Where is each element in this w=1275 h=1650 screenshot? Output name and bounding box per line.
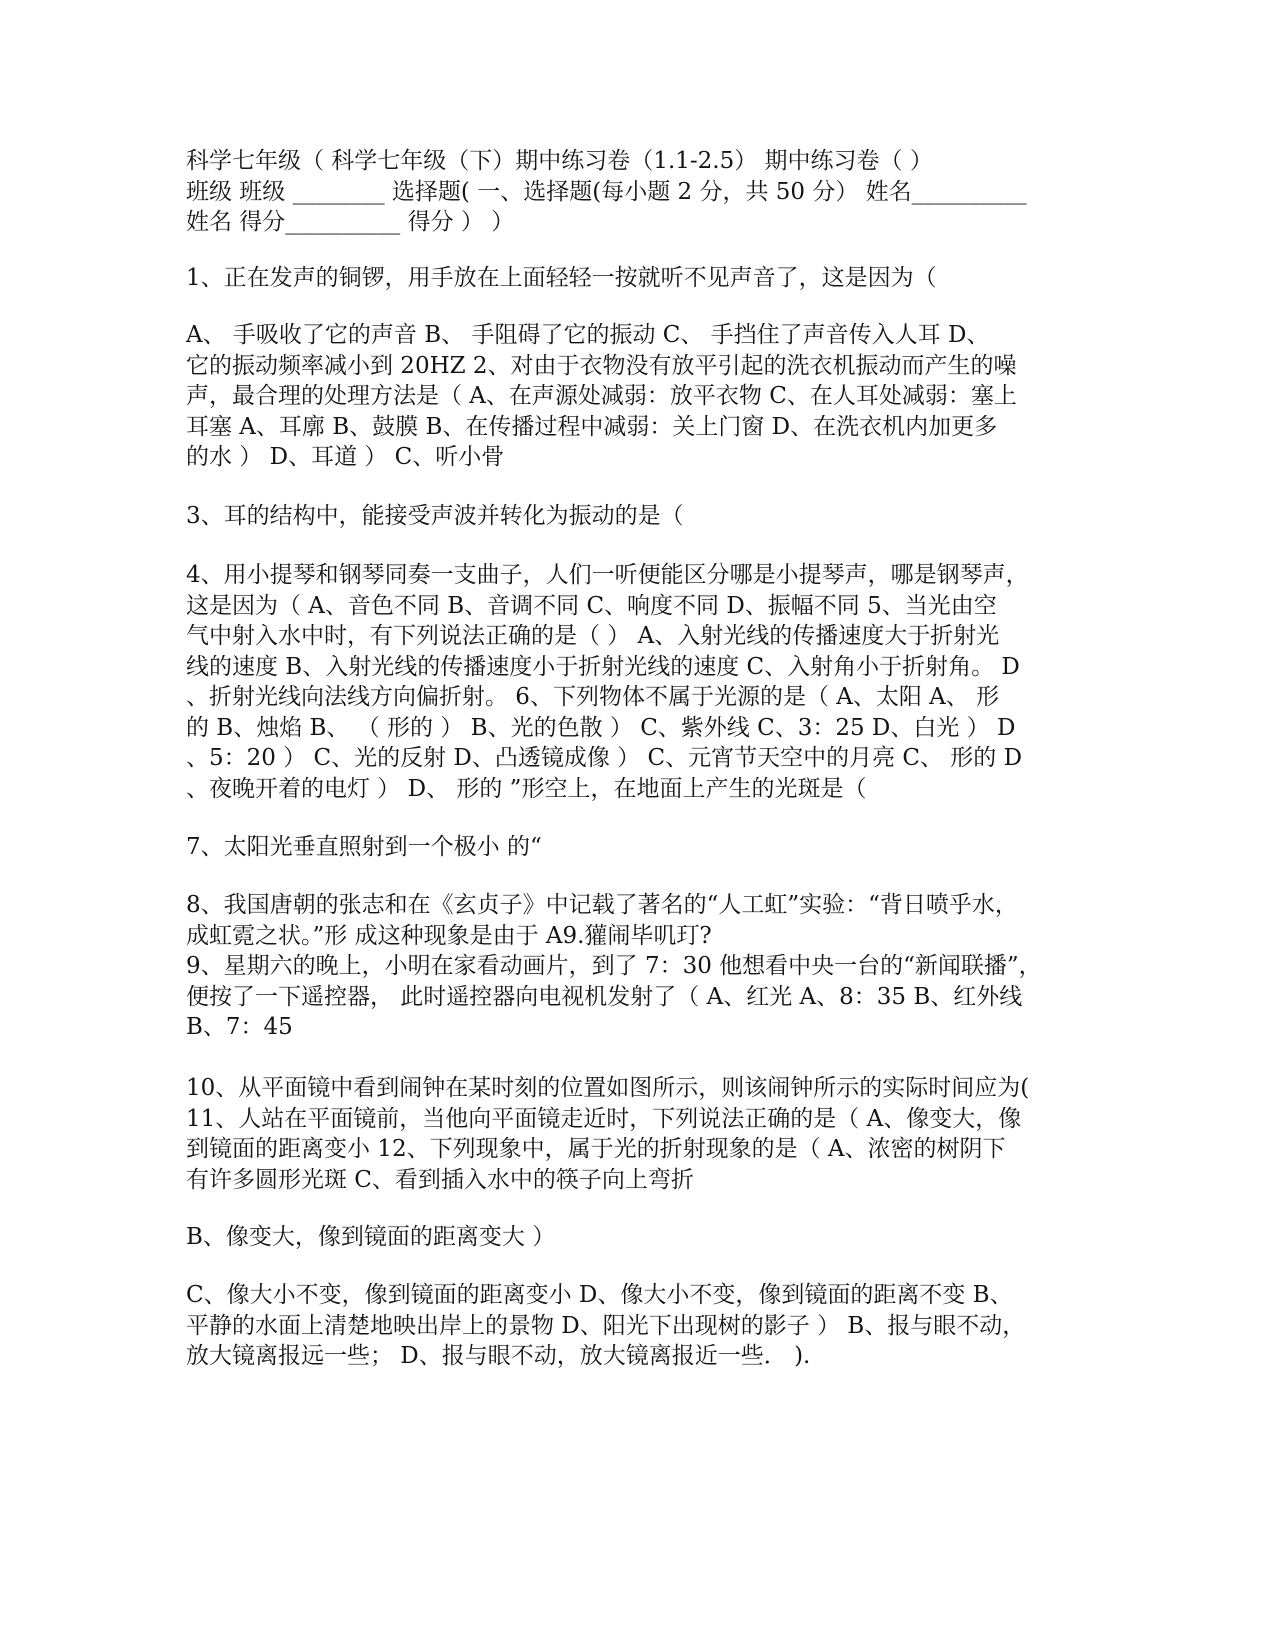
text-line: 便按了一下遥控器， 此时遥控器向电视机发射了（ A、红光 A、8：35 B、红外线	[186, 983, 1023, 1010]
text-line: 、折射光线向法线方向偏折射。 6、下列物体不属于光源的是（ A、太阳 A、 形	[186, 684, 1000, 710]
text-line: 4、用小提琴和钢琴同奏一支曲子，人们一听便能区分哪是小提琴声，哪是钢琴声，	[186, 562, 1029, 588]
text-line: A、 手吸收了它的声音 B、 手阻碍了它的振动 C、 手挡住了声音传入人耳 D、	[186, 322, 990, 348]
text-line: 3、耳的结构中，能接受声波并转化为振动的是（	[186, 503, 684, 529]
question-11-option-b	[186, 1222, 1086, 1253]
text-line: 它的振动频率减小到 20HZ 2、对由于衣物没有放平引起的洗衣机振动而产生的噪	[186, 352, 1017, 379]
text-line: 气中射入水中时，有下列说法正确的是（ ） A、入射光线的传播速度大于折射光	[186, 623, 1000, 649]
questions-8-and-9	[186, 890, 1086, 1043]
text-line: 、夜晚开着的电灯 ） D、 形的 ”形空上，在地面上产生的光斑是（	[186, 775, 867, 802]
text-line: 有许多圆形光斑 C、看到插入水中的筷子向上弯折	[186, 1166, 694, 1193]
remaining-options	[186, 1280, 1086, 1372]
text-line: 平静的水面上清楚地映出岸上的景物 D、阳光下出现树的影子 ） B、报与眼不动，	[186, 1312, 1026, 1339]
question-7	[186, 832, 1086, 863]
text-line: 声，最合理的处理方法是（ A、在声源处减弱：放平衣物 C、在人耳处减弱：塞上	[186, 383, 1017, 409]
text-line: 11、人站在平面镜前，当他向平面镜走近时，下列说法正确的是（ A、像变大，像	[186, 1105, 1022, 1132]
question-1	[186, 263, 1086, 294]
text-line: 放大镜离报远一些； D、报与眼不动，放大镜离报近一些． ).	[186, 1343, 811, 1369]
text-line: C、像大小不变，像到镜面的距离变小 D、像大小不变，像到镜面的距离不变 B、	[186, 1282, 1013, 1308]
text-line: 、5：20 ） C、光的反射 D、凸透镜成像 ） C、元宵节天空中的月亮 C、 形的 D	[186, 745, 1023, 771]
text-line: 这是因为（ A、音色不同 B、音调不同 C、响度不同 D、振幅不同 5、当光由空	[186, 592, 997, 619]
text-line: 耳塞 A、耳廓 B、鼓膜 B、在传播过程中减弱：关上门窗 D、在洗衣机内加更多	[186, 413, 998, 440]
text-line: 姓名 得分__________ 得分 ） ）	[186, 209, 515, 235]
text-line: 10、从平面镜中看到闹钟在某时刻的位置如图所示，则该闹钟所示的实际时间应为(	[186, 1075, 1030, 1101]
question-3	[186, 501, 1086, 532]
text-line: 的 B、烛焰 B、 （ 形的 ） B、光的色散 ） C、紫外线 C、3：25 D、白光 ） D	[186, 714, 1016, 741]
text-line: 线的速度 B、入射光线的传播速度小于折射光线的速度 C、入射角小于折射角。 D	[186, 653, 1020, 680]
text-line: 8、我国唐朝的张志和在《玄贞子》中记载了著名的“人工虹”实验：“背日喷乎水，	[186, 892, 1018, 918]
exam-header	[186, 146, 1086, 238]
text-line: 1、正在发声的铜锣，用手放在上面轻轻一按就听不见声音了，这是因为（	[186, 265, 937, 291]
text-line: 的水 ） D、耳道 ） C、听小骨	[186, 444, 505, 470]
text-line: 科学七年级（ 科学七年级（下）期中练习卷（1.1-2.5） 期中练习卷（ ）	[186, 148, 933, 174]
text-line: 9、星期六的晚上，小明在家看动画片，到了 7：30 他想看中央一台的“新闻联播”，	[186, 953, 1042, 979]
text-line: 到镜面的距离变小 12、下列现象中，属于光的折射现象的是（ A、浓密的树阴下	[186, 1136, 1006, 1162]
questions-4-to-6	[186, 560, 1086, 804]
text-line: 成虹霓之状。”形 成这种现象是由于 A9.獾闹毕叽玎?	[186, 922, 712, 949]
questions-10-to-12	[186, 1073, 1086, 1195]
text-line: B、像变大，像到镜面的距离变大 ）	[186, 1224, 556, 1250]
question-1-options-and-question-2	[186, 320, 1086, 473]
text-line: 7、太阳光垂直照射到一个极小 的“	[186, 834, 542, 860]
text-line: 班级 班级 ________ 选择题( 一、选择题(每小题 2 分，共 50 分） 姓名__________	[186, 178, 1027, 205]
text-line: B、7：45	[186, 1014, 293, 1040]
